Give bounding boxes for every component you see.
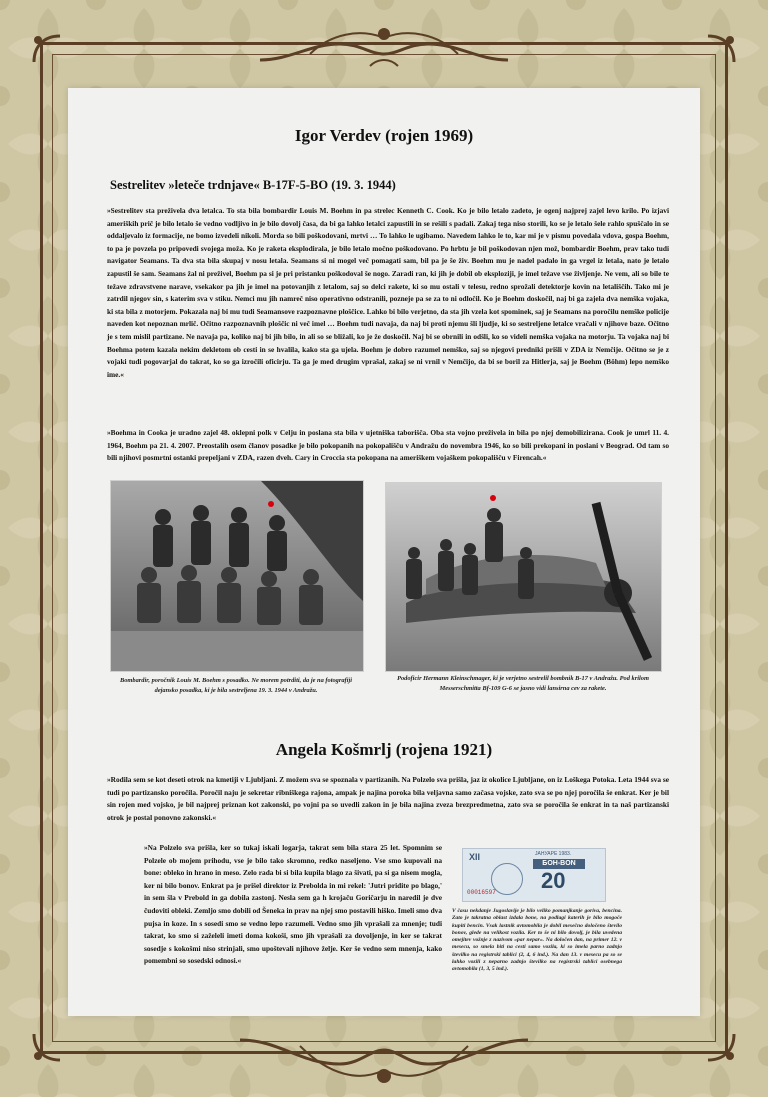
messerschmitt-photo <box>385 482 662 672</box>
section1-title: Igor Verdev (rojen 1969) <box>294 126 474 145</box>
caption-fuel-coupon: V času nekdanje Jugoslavije je bilo veliko pomanjkanje goriva, bencina. Zato je takratna oblast izdala bone, na podlagi katerih je bilo mogoče kupiti bencin. Vsak lastnik avtomobila je dobil mesečno določeno število bonov, glede na velikost vozila. Ker to še ni bilo dovolj, je bila uvedena omejitev vožnje z nazivom »par nepar«. Na določen dan, na primer 12. v mesecu, so smela biti na cesti samo vozila, ki so imela parno zadnjo številko na registrski tablici (2, 4, 6 ind.). Na dan 13. v mesecu pa so se lahko vozili z neparno zadnjo številko na registrski tablici osebnega avtomobila (1, 3, 5 ind.). <box>452 908 622 973</box>
corner-ornament <box>704 1030 738 1064</box>
caption-messerschmitt-photo: Podoficir Hermann Kleinschmager, ki je verjetno sestrelil bombnik B-17 v Andražu. Pod krilom Messerschmitta Bf-109 G-6 se jasno vidi lansirna cev za rakete. <box>397 675 649 692</box>
crew-photo <box>110 480 364 672</box>
section1-paragraph1: »Sestrelitev sta preživela dva letalca. To sta bila bombardir Louis M. Boehm in pa strelec Kenneth C. Cook. Ko je bilo letalo zadeto, je ogenj najprej zajel levo krilo. Po izjavi ameriških prič je bilo letalo še vedno vodljivo in je bilo dovolj časa, da bi ga lahko letalci zapustili in se rešili s padali. Zakaj tega niso storili, ko se je letalo šele rahlo spuščalo in se oddaljevalo iz formacije, ne bomo izvedeli nikoli. Morda so bili poškodovani, mrtvi … To lahko le ugibamo. Navedem lahko le to, kar mi je v pismu povedala vdova, gospa Boehm, to pa je povzela po pripovedi svojega moža. Ko je raketa eksplodirala, je bilo letalo močno poškodovano. Po hrbtu je bil poškodovan njen mož, bombardir Boehm, prav tako tudi navigator Seamans. Ta dva sta bila skupaj v nosu letala. Seamans si ni mogel več pomagati sam, bil pa je še živ. Boehm mu je nadel padalo in ga vrgel iz letala, nato je letalo zapustil še sam. Seamans žal ni preživel, Boehm pa si je pri pristanku poškodoval še nogo. Zaradi ran, ki jih je dobil ob eksploziji, je imel težave vse življenje. Ne vem, ali so bile te težave zdravstvene narave, vsekakor pa jih je imel na potovanjih z letalom, saj so delci rakete, ki so mu ostali v telesu, redno sprožali detektorje kovin na letališčih. Tako mi je zatrdil njegov sin, s katerim sva v stiku. Nemci mu jih namreč niso operativno odstranili, pozneje pa se za to ni odločil. Ko je Boehm doskočil, naj bi ga zajela dva nemška vojaka, ki sta bila z motorjem. Pokazala naj bi mu tudi Seamansove razpoznavne ploščice. Lahko bi bilo verjetno, da sta jih vzela kot spominek, saj je Seamans na poročilu nemške policije naveden kot nepoznan mrlič. Očitno razpoznavnih ploščic ni več imel … Boehm tudi navaja, da naj bi proti njemu šli ljudje, ki so sestreljene letalce vračali v njihove baze. Očitno je s tem mislil partizane. Ne navaja pa, koliko naj bi jih bilo, in ali so se bližali, ko je že doskočil. Naj bi se obrnili in odšli, ko so videli nemška vojaka na motorju. Ta vojaka naj bi Boehma potem kazala nekim dekletom ob cesti in se hvalila, kako sta ga ujela. Boehm je dobro razumel nemško, saj so njegovi predniki prišli v ZDA iz Nemčije. Očitno se je z vojaki tudi pogovarjal do takrat, ko so ga izročili oficirju. Ta ga je med drugim vprašal, zakaj se ni vrnil v Nemčijo, da bi se boril za Hitlerja, saj je Boehm (Böhm) lepo nemško ime.« <box>107 206 669 379</box>
section2-paragraph1: »Rodila sem se kot deseti otrok na kmetiji v Ljubljani. Z možem sva se spoznala v partizanih. Na Polzelo sva prišla, jaz iz okolice Ljubljane, on iz Loškega Potoka. Leta 1944 sva se tudi po partizansko poročila. Poročil naju je sekretar ribniškega rajona, ampak je najina poroka bila veljavna samo začasa vojske, zato sva se po njej poročila še enkrat. Ker je bil sin rojen med vojsko, je bil najprej priznan kot zakonski, po vojni pa so uvedli zakon in je bila najina zveza brezpredmetna, zato sva se poročila še enkrat in ta naš partizanski otrok je postal ponovno zakonski.« <box>107 775 669 822</box>
red-marker <box>268 501 274 507</box>
coupon-amount: 20 <box>541 868 566 893</box>
section1-subtitle: Sestrelitev »leteče trdnjave« B-17F-5-BO (19. 3. 1944) <box>110 178 396 192</box>
coupon-roman-numeral: XII <box>469 852 481 862</box>
coupon-serial: 00016597 <box>467 889 496 896</box>
section2-title: Angela Košmrlj (rojena 1921) <box>275 740 493 759</box>
corner-ornament <box>704 32 738 66</box>
red-marker <box>490 495 496 501</box>
bottom-scroll-ornament <box>230 1020 538 1090</box>
corner-ornament <box>30 1030 64 1064</box>
coupon-bon-label: БОН-BON <box>533 859 585 869</box>
section2-paragraph2: »Na Polzelo sva prišla, ker so tukaj iskali logarja, takrat sem bila stara 25 let. Spomnim se Polzele ob mojem prihodu, vse je bilo tako skromno, redko naseljeno. Vse smo kupovali na bone: obleko in hrano in meso. Zelo rada bi si bila kupila blago za šivati, pa si ga nisem mogla, ker ni bilo bonov. Enkrat pa je prišel direktor iz Prebolda in mi rekel: 'Jutri pridite po blago,' in sem šla v Prebold in ga dobila zastonj. Nesla sem ga h krojaču Goričarju in naredil je dve čudoviti obleki. Zemljo smo dobili od Šeneka in prav na njej smo postavili hiško. Imeli smo dva pujsa in koze. In s sosedi smo se vedno lepo razumeli. Vedno smo jih vprašali za mnenje; tudi takrat, ko smo si zaželeli imeti doma kokoši, smo jih vprašali za dovoljenje, in ker se takrat sosedje s kokošmi niso strinjali, smo upoštevali njihove želje. Ker še vedno sem mnenja, kako pomembni so sosedski odnosi.« <box>144 843 442 966</box>
corner-ornament <box>30 32 64 66</box>
section1-paragraph2: »Boehma in Cooka je uradno zajel 48. oklepni polk v Celju in poslana sta bila v ujetniška taborišča. Oba sta vojno preživela in bila po njej demobilizirana. Cook je umrl 11. 4. 1964, Boehm pa 21. 4. 2007. Preostalih osem članov posadke je bilo pokopanih na pokopališču v Andražu do novembra 1946, ko so bili prekopani in poslani v Beograd. Od tam so bili njihovi posmrtni ostanki prepeljani v ZDA, razen dveh. Cary in Croccia sta pokopana na ameriškem vojaškem pokopališču v Firencah.« <box>107 428 669 463</box>
coupon-header: ЈАНУАРЕ 1983. <box>535 851 572 857</box>
top-scroll-ornament <box>250 14 518 74</box>
fuel-coupon-image <box>462 848 606 902</box>
caption-crew-photo: Bombardir, poročnik Louis M. Boehm s posadko. Ne morem potrditi, da je na fotografiji dejansko posadka, ki je bila sestreljena 19. 3. 1944 v Andražu. <box>119 677 353 694</box>
